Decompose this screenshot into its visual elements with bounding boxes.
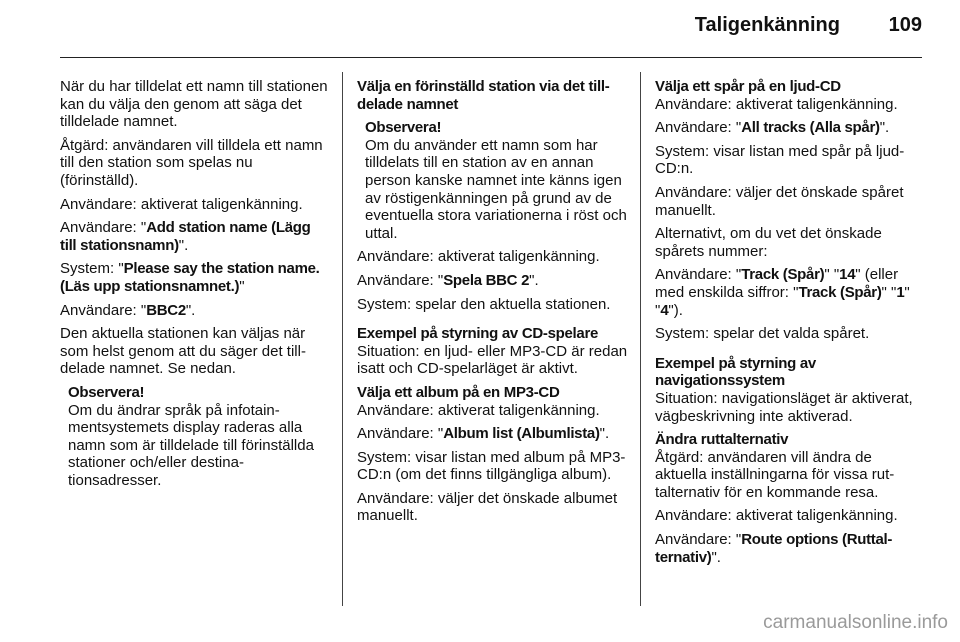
paragraph [60,260,330,295]
paragraph: Användare: väljer det önskade albumet manuellt. [357,489,618,525]
paragraph: Situation: navigationsläget är aktiverat, vägbeskrivning inte aktiverad. [655,389,913,425]
subsection-heading: Välja ett spår på en ljud-CD [655,78,841,95]
note-title: Observera! [365,119,442,137]
voice-command: 4 [660,301,669,319]
section-heading: Exempel på styrning av navigationssystem [655,354,816,390]
voice-command: BBC2 [146,301,186,319]
text: Användare: " [357,425,444,443]
paragraph [357,425,629,443]
paragraph: Situation: en ljud- eller MP3-CD är redan isatt och CD-spelarläget är aktivt. [357,342,628,378]
text: ". [178,236,189,254]
paragraph: System: spelar det valda spåret. [655,325,870,343]
column-divider [640,72,641,606]
voice-command: 14 [839,266,856,284]
note-title: Observera! [68,383,145,401]
text: ". [879,119,890,137]
text: " " [655,283,910,319]
section-heading: Exempel på styrning av CD-spelare [357,325,599,343]
paragraph: Åtgärd: användaren vill ändra de aktuella inställningarna för vissa ruttalternativ för en kommande resa. [655,448,895,501]
paragraph: Åtgärd: användaren vill tilldela ett namn till den station som spelas nu (förinställd). [60,136,323,189]
text: " " [824,266,840,284]
text: "). [668,301,683,319]
text: " (eller med enskilda siffror: " [655,266,899,301]
note-box [357,119,629,242]
section-heading: Välja en förinställd station via det tilldelade namnet [357,78,610,113]
text: Användare: " [655,119,742,137]
paragraph [655,531,927,566]
watermark: carmanualsonline.info [763,612,948,633]
paragraph: System: spelar den aktuella stationen. [357,295,611,313]
text: ". [529,271,539,289]
paragraph: Användare: aktiverat taligenkänning. [655,507,898,525]
paragraph: System: visar listan med spår på ljud-CD:n. [655,142,905,178]
text: Användare: " [655,531,742,549]
voice-command: All tracks (Alla spår) [741,119,880,137]
text: " [239,277,245,295]
paragraph [357,272,629,290]
voice-command: Spela BBC 2 [443,271,530,289]
paragraph: Alternativt, om du vet det önskade spårets nummer: [655,225,882,260]
paragraph [60,302,330,320]
paragraph: Användare: aktiverat taligenkänning. [60,195,303,213]
header-rule [60,57,922,58]
paragraph: System: visar listan med album på MP3-CD:n (om det finns tillgängliga album). [357,448,626,484]
voice-command: Track (Spår) [798,283,882,301]
column-divider [342,72,343,606]
text: System: " [60,260,124,278]
voice-command: Track (Spår) [741,266,825,284]
page-number: 109 [888,14,922,36]
text: ". [599,425,610,443]
paragraph: När du har tilldelat ett namn till stationen kan du välja den genom att säga det tilldelade namnet. [60,78,328,131]
voice-command: Add station name (Lägg till stationsnamn) [60,219,311,254]
column-1 [60,78,330,495]
page-title: Taligenkänning [694,14,840,36]
text: ". [711,548,721,566]
paragraph: Användare: aktiverat taligenkänning. [357,248,600,266]
paragraph: Användare: väljer det önskade spåret manuellt. [655,183,904,219]
text: " " [881,283,897,301]
paragraph: Den aktuella stationen kan väljas när som helst genom att du säger det tilldelade namnet. Se nedan. [60,325,306,378]
note-text: Om du ändrar språk på infotainmentsystemets display raderas alla namn som är tilldelade till förinställda stationer och/eller destinationsadresser. [68,401,314,489]
voice-command: Album list (Albumlista) [443,425,600,443]
system-prompt: Please say the station name. (Läs upp stationsnamnet.) [60,260,320,295]
column-3 [655,78,927,572]
text: ". [185,301,196,319]
note-text: Om du använder ett namn som har tilldelats till en station av en annan person kanske namnet inte känns igen av röstigenkänningen på grund av de eventuella stora variationerna i röst och uttal. [365,136,627,242]
paragraph: Användare: aktiverat taligenkänning. [655,95,898,113]
paragraph [655,266,927,319]
paragraph: Användare: aktiverat taligenkänning. [357,401,600,419]
paragraph [60,219,330,254]
text: Användare: " [60,301,147,319]
text: Användare: " [655,266,742,284]
column-2 [357,78,629,531]
text: Användare: " [357,271,444,289]
note-box [60,384,330,490]
text: Användare: " [60,219,147,237]
paragraph [655,119,927,137]
voice-command: Route options (Ruttalternativ) [655,531,893,566]
voice-command: 1 [896,283,905,301]
subsection-heading: Ändra ruttalternativ [655,431,789,449]
subsection-heading: Välja ett album på en MP3-CD [357,383,560,401]
